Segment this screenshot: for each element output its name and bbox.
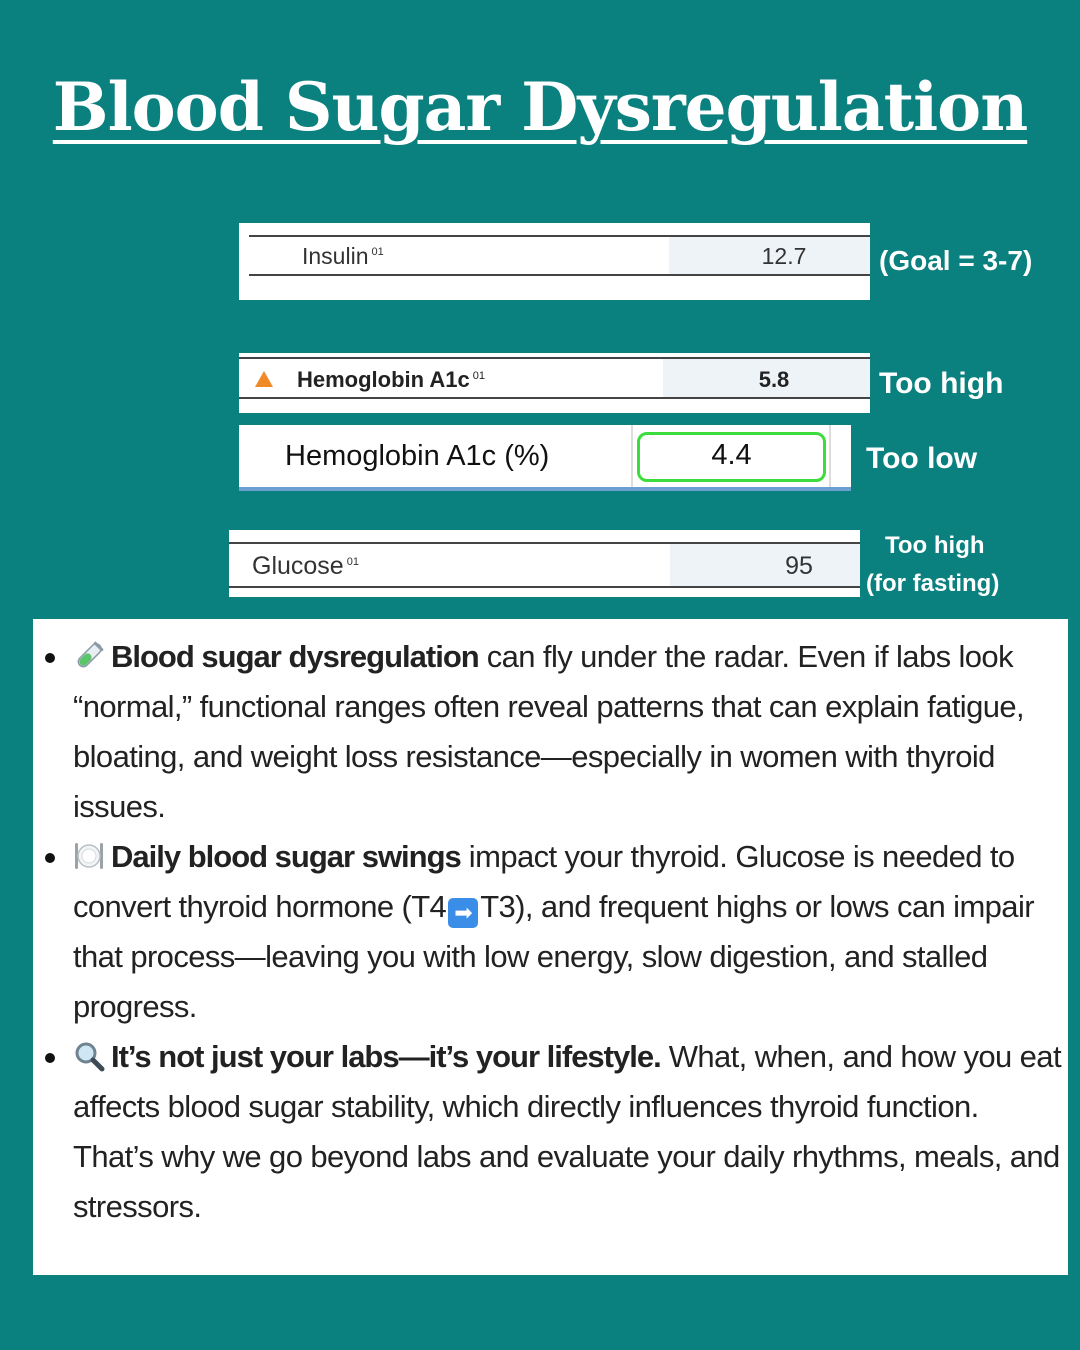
a1c-high-label: Hemoglobin A1c	[297, 367, 470, 392]
glucose-footnote: 01	[346, 555, 359, 568]
list-item	[33, 632, 1063, 832]
info-panel	[33, 619, 1068, 1275]
magnifier-icon	[73, 1040, 105, 1072]
glucose-note-line1: Too high	[885, 532, 985, 559]
right-arrow-icon: ➡	[448, 898, 478, 928]
a1c-high-footnote: 01	[472, 369, 486, 382]
glucose-value: 95	[785, 552, 813, 580]
insulin-footnote: 01	[371, 246, 384, 259]
bullet-text: What, when, and how you eat affects blood sugar stability, which directly influences thyroid function. That’s why we go beyond labs and evaluate your daily rhythms, meals, and stressors.	[73, 1039, 1061, 1224]
bullet-text: can fly under the radar. Even if labs look “normal,” functional ranges often reveal patterns that can explain fatigue, bloating, and weight loss resistance—especially in women with thyroid issues.	[73, 639, 1025, 824]
a1c-low-value: 4.4	[711, 439, 752, 471]
glucose-lab-row	[229, 530, 860, 597]
a1c-low-label: Hemoglobin A1c (%)	[285, 440, 550, 472]
warning-triangle-icon	[255, 371, 273, 387]
insulin-lab-row	[239, 223, 870, 300]
a1c-high-lab-row	[239, 353, 870, 413]
insulin-goal-note: (Goal = 3-7)	[879, 245, 1033, 276]
test-tube-icon	[73, 640, 105, 672]
bullet-bold-text: It’s not just your labs—it’s your lifestyle.	[111, 1039, 661, 1074]
list-item	[33, 1032, 1063, 1232]
bullet-bold-text: Daily blood sugar swings	[111, 839, 461, 874]
bullet-dot	[45, 653, 55, 663]
insulin-value: 12.7	[761, 243, 807, 269]
bullet-dot	[45, 1053, 55, 1063]
page-title: Blood Sugar Dysregulation	[52, 68, 1028, 146]
insulin-label: Insulin	[302, 243, 369, 269]
a1c-low-note: Too low	[866, 442, 978, 475]
plate-utensils-icon	[73, 840, 105, 872]
bullet-list	[33, 632, 1063, 1232]
a1c-high-note: Too high	[879, 367, 1004, 400]
glucose-note-line2: (for fasting)	[866, 570, 1000, 597]
glucose-label: Glucose	[252, 552, 344, 580]
bullet-bold-text: Blood sugar dysregulation	[111, 639, 479, 674]
bullet-text: T3), and frequent highs or lows can impair that process—leaving you with low energy, slow digestion, and stalled progress.	[73, 889, 1034, 1024]
bullet-dot	[45, 853, 55, 863]
list-item	[33, 832, 1063, 1032]
a1c-high-value: 5.8	[758, 367, 790, 392]
a1c-low-lab-row	[239, 425, 851, 491]
bullet-text: impact your thyroid. Glucose is needed to convert thyroid hormone (T4	[73, 839, 1015, 924]
